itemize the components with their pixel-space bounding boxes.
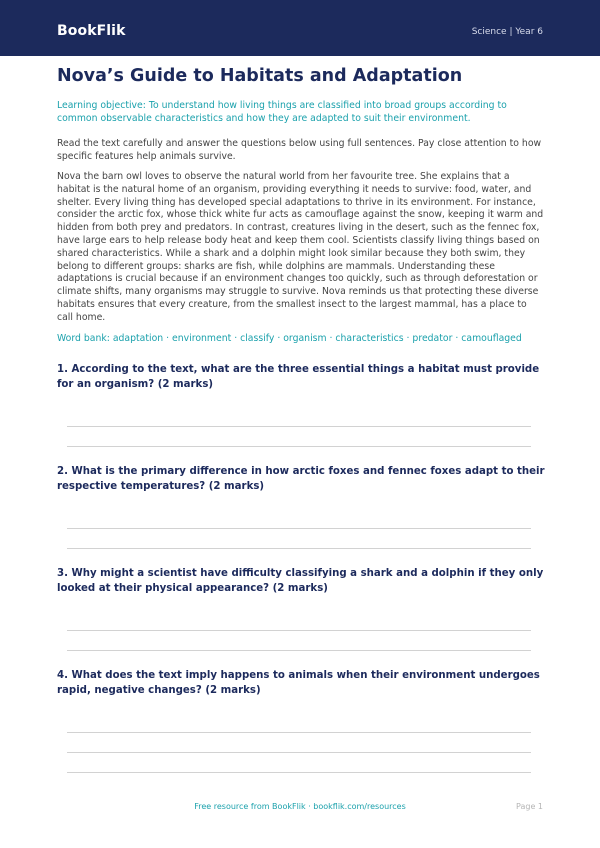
page-title: Nova’s Guide to Habitats and Adaptation — [57, 66, 463, 86]
page-number: Page 1 — [516, 802, 543, 811]
answer-line[interactable] — [67, 650, 531, 651]
answer-line[interactable] — [67, 752, 531, 753]
word-bank: Word bank: adaptation · environment · classify · organism · characteristics · predator · camouflaged — [57, 333, 522, 344]
answer-line[interactable] — [67, 446, 531, 447]
answer-line[interactable] — [67, 772, 531, 773]
question-2: 2. What is the primary difference in how arctic foxes and fennec foxes adapt to their respective temperatures? (2 marks) — [57, 466, 545, 492]
subject-year-label: Science | Year 6 — [471, 27, 543, 37]
brand-logo: BookFlik — [57, 23, 126, 39]
answer-line[interactable] — [67, 426, 531, 427]
reading-passage: Nova the barn owl loves to observe the natural world from her favourite tree. She explains that a habitat is the natural home of an organism, providing everything it needs to survive: food, water, and shelter. Every living thing has developed special adaptations to thrive in its environment. For instance, consider the arctic fox, whose thick white fur acts as camouflage against the snow, keeping it warm and hidden from both prey and predators. In contrast, creatures living in the desert, such as the fennec fox, have large ears to help release body heat and keep them cool. Scientists classify living things based on shared characteristics. While a shark and a dolphin might look similar because they both swim, they belong to different groups: sharks are fish, while dolphins are mammals. Understanding these adaptations is crucial because if an environment changes too quickly, such as through deforestation or climate shifts, many organisms may struggle to survive. Nova reminds us that protecting these diverse habitats ensures that every creature, from the smallest insect to the largest mammal, has a place to call home. — [57, 171, 544, 323]
footer-credit: Free resource from BookFlik · bookflik.com/resources — [194, 802, 406, 811]
answer-line[interactable] — [67, 528, 531, 529]
instructions: Read the text carefully and answer the questions below using full sentences. Pay close attention to how specific features help animals survive. — [57, 138, 542, 162]
answer-line[interactable] — [67, 732, 531, 733]
question-1: 1. According to the text, what are the three essential things a habitat must provide for an organism? (2 marks) — [57, 364, 540, 390]
answer-line[interactable] — [67, 548, 531, 549]
question-3: 3. Why might a scientist have difficulty classifying a shark and a dolphin if they only looked at their physical appearance? (2 marks) — [57, 568, 544, 594]
header-bar — [0, 0, 600, 56]
learning-objective: Learning objective: To understand how living things are classified into broad groups according to common observable characteristics and how they are adapted to suit their environment. — [57, 100, 507, 124]
answer-line[interactable] — [67, 630, 531, 631]
question-4: 4. What does the text imply happens to animals when their environment undergoes rapid, negative changes? (2 marks) — [57, 670, 540, 696]
